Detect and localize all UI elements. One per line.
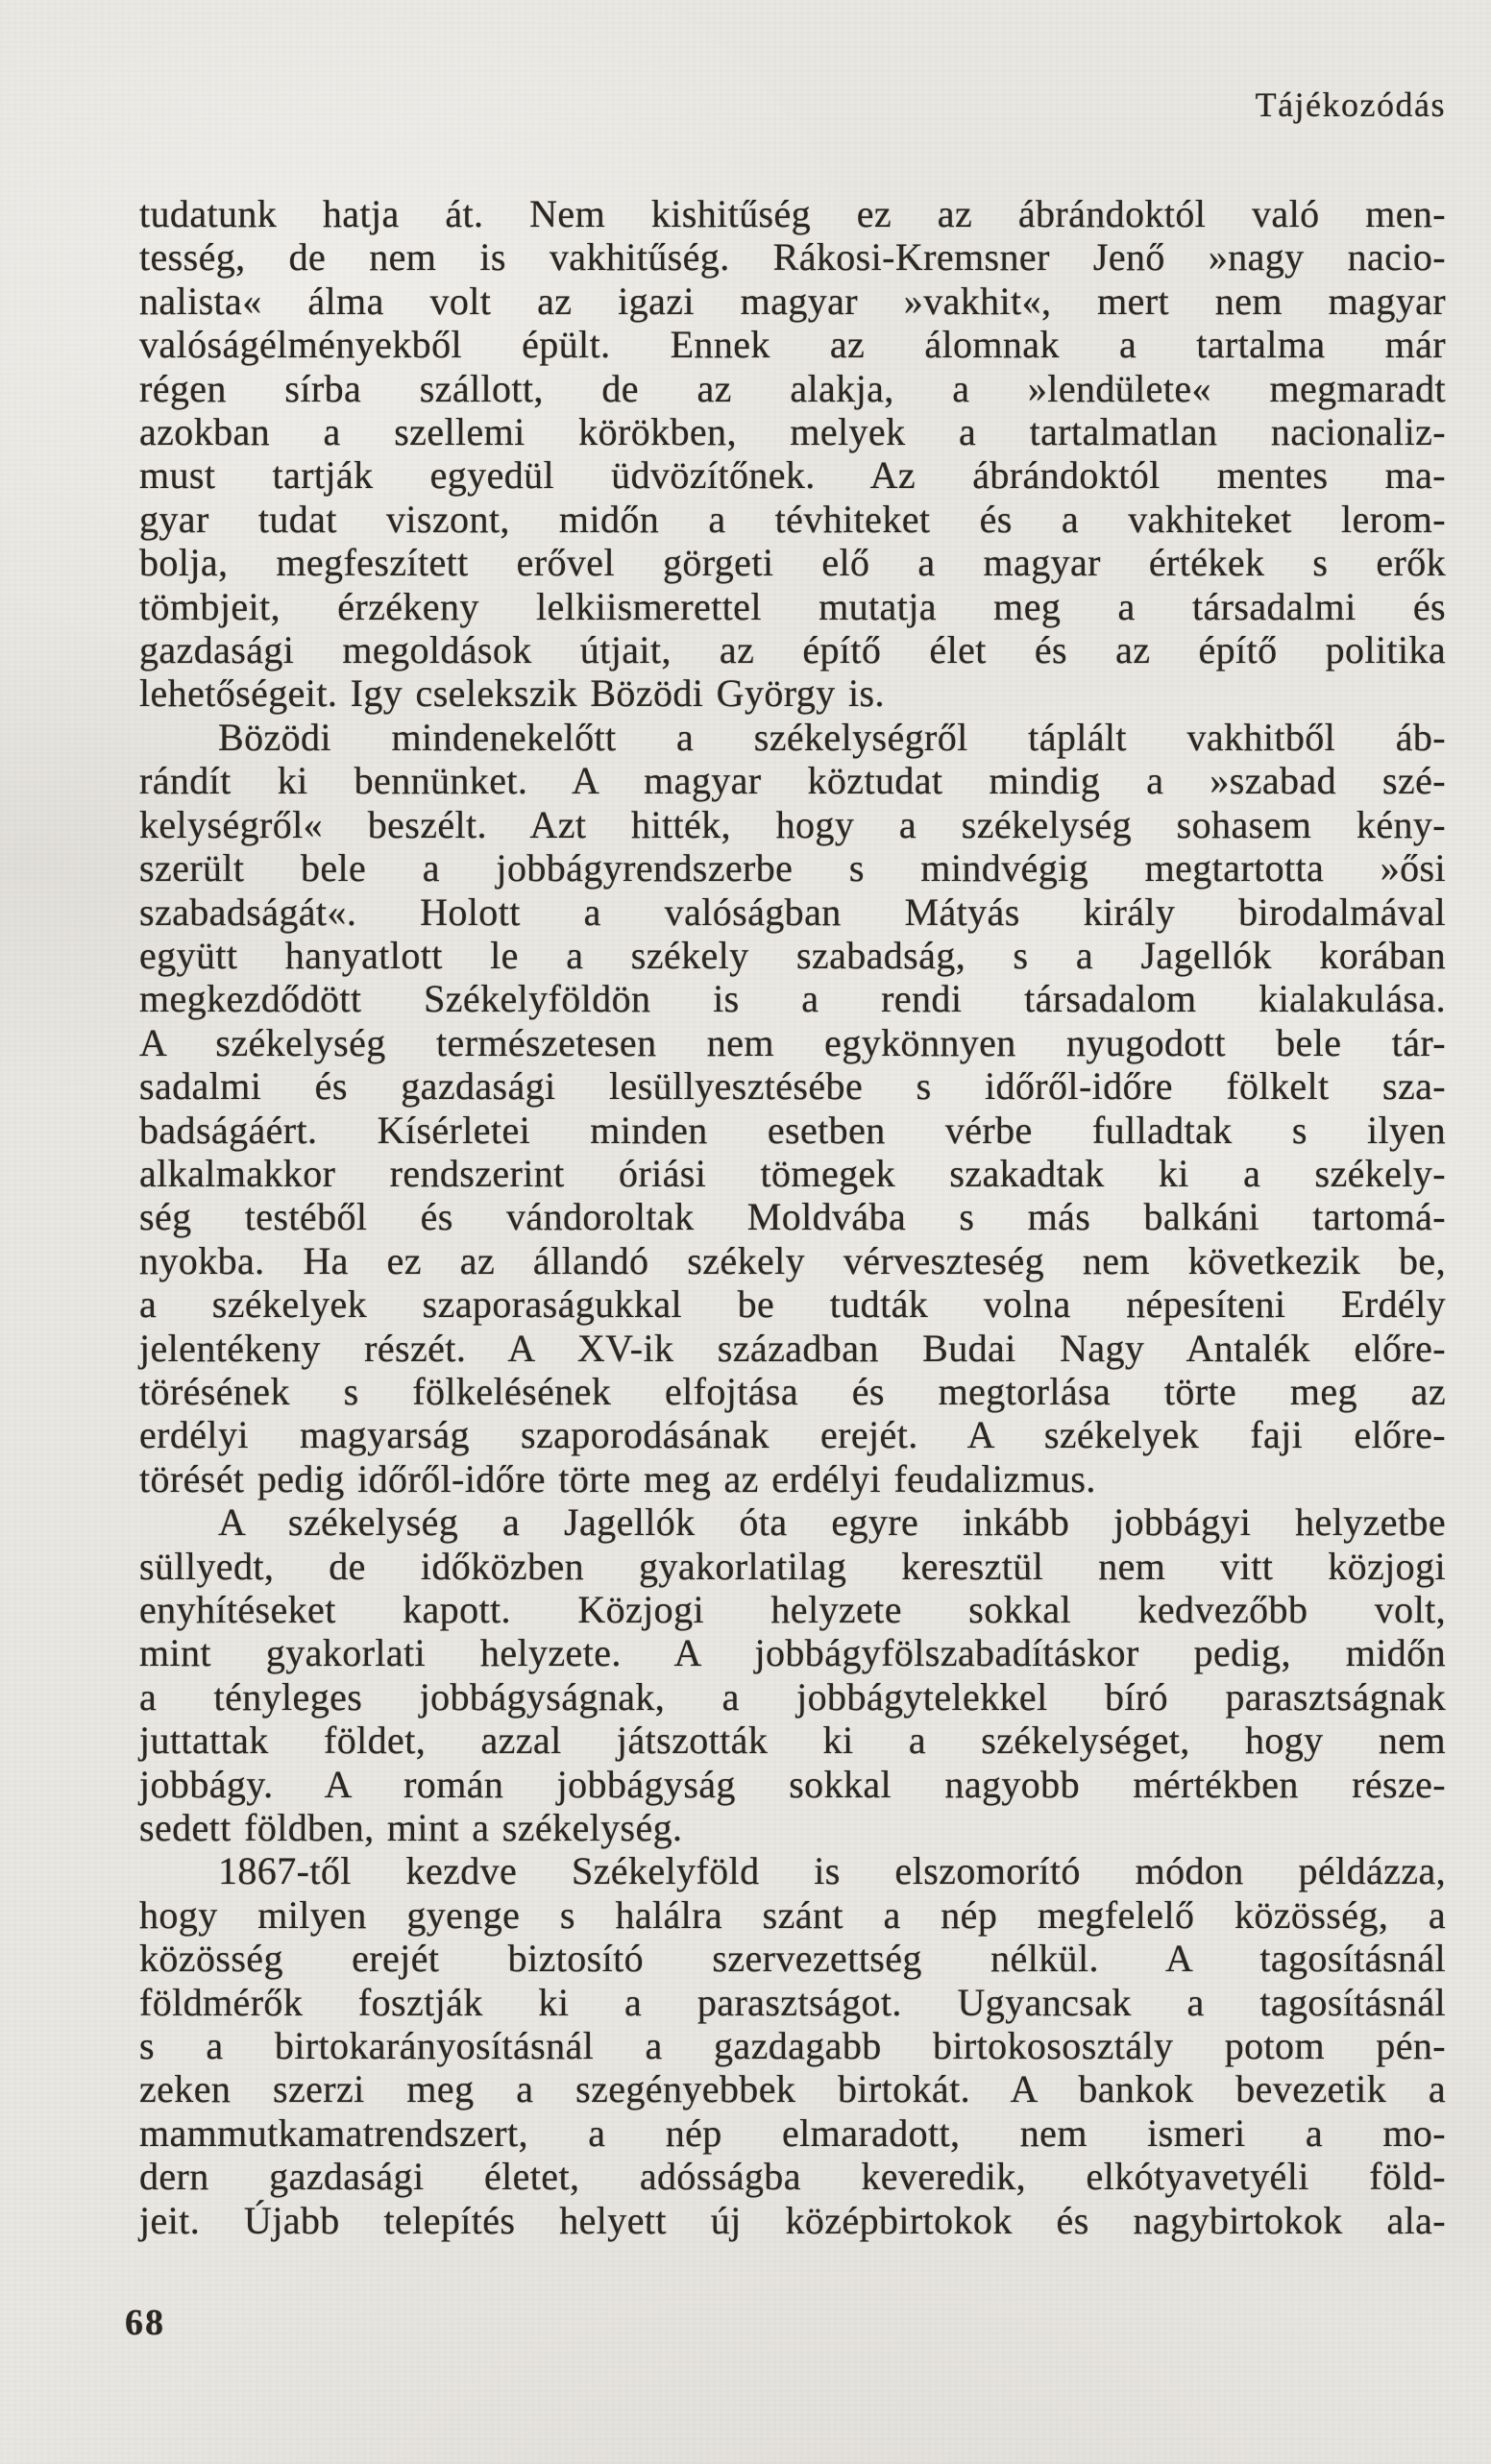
text-line: gazdasági megoldások útjait, az építő élet és az építő politika	[139, 628, 1446, 672]
text-line: gyar tudat viszont, midőn a tévhiteket és a vakhiteket lerom-	[139, 497, 1446, 541]
text-line: sedett földben, mint a székelység.	[139, 1806, 683, 1850]
text-line: tudatunk hatja át. Nem kishitűség ez az ábrándoktól való men-	[139, 192, 1446, 235]
text-line: lehetőségeit. Igy cselekszik Bözödi György is.	[139, 671, 885, 716]
text-line: A székelység a Jagellók óta egyre inkább jobbágyi helyzetbe	[218, 1500, 1446, 1545]
text-line: must tartják egyedül üdvözítőnek. Az ábrándoktól mentes ma-	[139, 453, 1446, 498]
text-line: alkalmakkor rendszerint óriási tömegek szakadtak ki a székely-	[139, 1151, 1446, 1195]
text-line: tesség, de nem is vakhitűség. Rákosi-Kremsner Jenő »nagy nacio-	[139, 235, 1446, 280]
text-line: A székelység természetesen nem egykönnyen nyugodott bele tár-	[139, 1020, 1446, 1064]
text-line: rándít ki bennünket. A magyar köztudat mindig a »szabad szé-	[139, 759, 1446, 803]
text-line: mammutkamatrendszert, a nép elmaradott, nem ismeri a mo-	[139, 2110, 1446, 2155]
text-line: juttattak földet, azzal játszották ki a székelységet, hogy nem	[139, 1719, 1446, 1763]
text-line: nalista« álma volt az igazi magyar »vakhit«, mert nem magyar	[139, 279, 1446, 323]
body-text	[139, 192, 1446, 2242]
text-line: nyokba. Ha ez az állandó székely vérveszteség nem következik be,	[139, 1238, 1446, 1282]
text-line: erdélyi magyarság szaporodásának erejét. A székelyek faji előre-	[139, 1413, 1446, 1457]
text-line: s a birtokarányosításnál a gazdagabb birtokososztály potom pén-	[139, 2024, 1446, 2068]
text-line: badságáért. Kísérletei minden esetben vérbe fulladtak s ilyen	[139, 1108, 1446, 1152]
text-line: ség testéből és vándoroltak Moldvába s más balkáni tartomá-	[139, 1195, 1446, 1239]
text-line: jobbágy. A román jobbágyság sokkal nagyobb mértékben része-	[139, 1762, 1446, 1806]
text-line: süllyedt, de időközben gyakorlatilag keresztül nem vitt közjogi	[139, 1544, 1446, 1588]
text-line: megkezdődött Székelyföldön is a rendi társadalom kialakulása.	[139, 977, 1446, 1021]
text-line: törésének s fölkelésének elfojtása és megtorlása törte meg az	[139, 1369, 1446, 1413]
text-line: zeken szerzi meg a szegényebbek birtokát. A bankok bevezetik a	[139, 2067, 1446, 2111]
text-line: jelentékeny részét. A XV-ik században Budai Nagy Antalék előre-	[139, 1326, 1446, 1370]
text-line: valóságélményekből épült. Ennek az álomnak a tartalma már	[139, 323, 1446, 367]
text-line: azokban a szellemi körökben, melyek a tartalmatlan nacionaliz-	[139, 410, 1446, 454]
text-line: mint gyakorlati helyzete. A jobbágyfölszabadításkor pedig, midőn	[139, 1631, 1446, 1675]
text-line: szerült bele a jobbágyrendszerbe s mindvégig megtartotta »ősi	[139, 846, 1446, 890]
text-line: a tényleges jobbágyságnak, a jobbágytelekkel bíró parasztságnak	[139, 1674, 1446, 1719]
text-line: törését pedig időről-időre törte meg az erdélyi feudalizmus.	[139, 1456, 1096, 1500]
text-line: kelységről« beszélt. Azt hitték, hogy a székelység sohasem kény-	[139, 802, 1446, 846]
text-line: szabadságát«. Holott a valóságban Mátyás király birodalmával	[139, 890, 1446, 934]
text-line: 1867-től kezdve Székelyföld is elszomorító módon példázza,	[218, 1849, 1446, 1893]
text-line: tömbjeit, érzékeny lelkiismerettel mutatja meg a társadalmi és	[139, 584, 1446, 628]
text-line: sadalmi és gazdasági lesüllyesztésébe s időről-időre fölkelt sza-	[139, 1064, 1446, 1109]
page-number: 68	[125, 2303, 165, 2343]
text-line: együtt hanyatlott le a székely szabadság, s a Jagellók korában	[139, 933, 1446, 977]
text-line: régen sírba szállott, de az alakja, a »lendülete« megmaradt	[139, 366, 1446, 410]
text-line: a székelyek szaporaságukkal be tudták volna népesíteni Erdély	[139, 1282, 1446, 1327]
text-line: közösség erejét biztosító szervezettség nélkül. A tagosításnál	[139, 1937, 1446, 1981]
text-line: bolja, megfeszített erővel görgeti elő a magyar értékek s erők	[139, 541, 1446, 585]
text-line: Bözödi mindenekelőtt a székelységről táplált vakhitből áb-	[218, 715, 1446, 759]
text-line: jeit. Újabb telepítés helyett új középbirtokok és nagybirtokok ala-	[139, 2198, 1446, 2242]
text-line: enyhítéseket kapott. Közjogi helyzete sokkal kedvezőbb volt,	[139, 1588, 1446, 1631]
running-header: Tájékozódás	[1255, 85, 1446, 124]
text-line: földmérők fosztják ki a parasztságot. Ugyancsak a tagosításnál	[139, 1980, 1446, 2024]
text-line: dern gazdasági életet, adósságba keveredik, elkótyavetyéli föld-	[139, 2155, 1446, 2199]
text-line: hogy milyen gyenge s halálra szánt a nép megfelelő közösség, a	[139, 1892, 1446, 1937]
